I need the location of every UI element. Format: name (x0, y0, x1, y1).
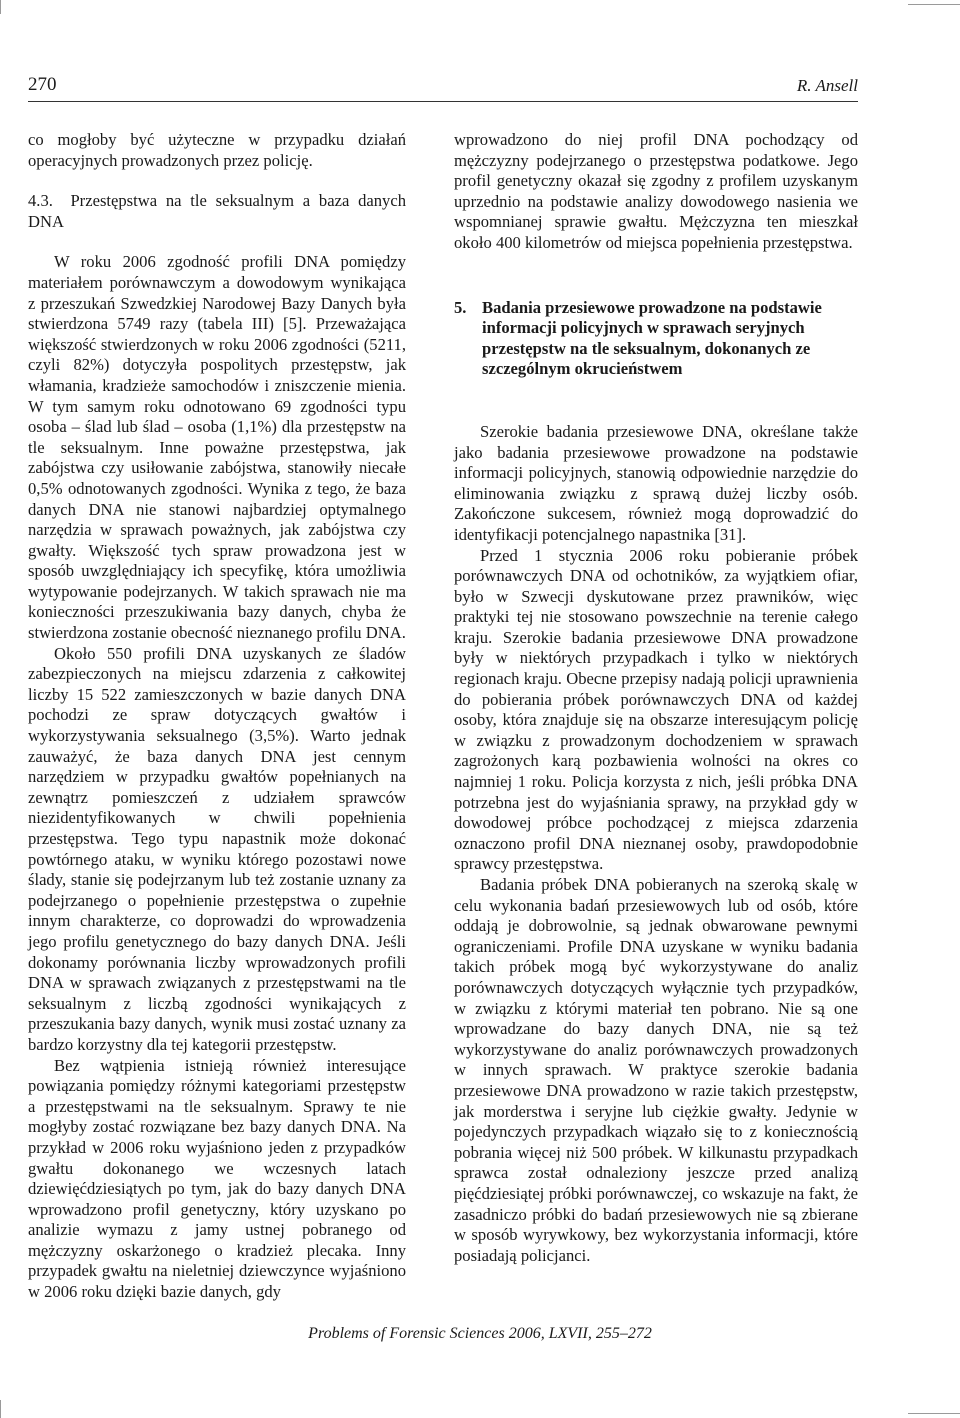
running-header-author: R. Ansell (796, 76, 858, 95)
paragraph: Szerokie badania przesiewowe DNA, określane także jako badania przesiewowe prowadzone na podstawie informacji policyjnych, stanowią odpowiednie narzędzie do eliminowania związku z sprawą dużej liczby osób. Zakończone sukcesem, również mogą doprowadzić do identyfikacji potencjalnego napastnika [31]. (454, 421, 858, 544)
continued-paragraph: wprowadzono do niej profil DNA pochodzący od mężczyzny podejrzanego o przestępstwa podatkowe. Jego profil genetyczny okazał się zgodny z profilem uzyskanym uprzednio na podstawie analizy dowodowego nasienia we wspomnianej sprawie gwałtu. Mężczyzna ten mieszkał około 400 kilometrów od miejsca popełnienia przestępstwa. (454, 130, 858, 252)
section-number: 4.3. (28, 191, 53, 211)
paragraph: Bez wątpienia istnieją również interesujące powiązania pomiędzy różnymi kategoriami przestępstw a przestępstwami na tle seksualnym. Sprawy te nie mogłyby zostać rozwiązane bez bazy danych DNA. Na przykład w 2006 roku wyjaśniono jeden z przypadków gwałtu dokonanego we wczesnych latach dziewięćdziesiątych po tym, jak do bazy danych DNA wprowadzono profil genetyczny, który uzyskano po analizie wymazu z jamy ustnej pobranego od mężczyzny oskarżonego o kradzież plecaka. Inny przypadek gwałtu na nieletniej dziewczynce wyjaśniono w 2006 roku dzięki bazie danych, gdy (28, 1055, 406, 1302)
intro-paragraph: co mogłoby być użyteczne w przypadku działań operacyjnych prowadzonych przez policję. (28, 130, 406, 170)
left-column (28, 130, 406, 1303)
crop-mark-top-right (908, 4, 960, 5)
section-title: Badania przesiewowe prowadzone na podstawie informacji policyjnych w sprawach seryjnych przestępstw na tle seksualnym, dokonanych ze szczególnym okrucieństwem (482, 297, 822, 379)
page-number: 270 (28, 74, 57, 95)
section-number: 5. (454, 297, 467, 317)
crop-mark-bottom-left (0, 1400, 1, 1418)
right-column (454, 130, 858, 1266)
paragraph: W roku 2006 zgodność profili DNA pomiędzy materiałem porównawczym a dowodowym wynikająca z przeszukań Szwedzkiej Narodowej Bazy Danych była stwierdzona 5749 razy (tabela III) [5]. Przeważająca większość stwierdzonych w roku 2006 zgodności (5211, czyli 82%) dotyczyła pospolitych przestępstw, jak włamania, kradzieże samochodów i zniszczenie mienia. W tym samym roku odnotowano 69 zgodności typu osoba – ślad lub ślad – osoba (1,1%) dla przestępstw na tle seksualnym. Inne poważne przestępstwa, jak zabójstwa czy usiłowanie zabójstwa, stanowiły niecałe 0,5% odnotowanych zgodności. Wynika z tego, że baza danych DNA nie stanowi najbardziej optymalnego narzędzia w sprawach poważnych, jak zabójstwa czy gwałty. Większość tych spraw prowadzona jest w sposób uwzględniający ich specyfikę, która umożliwia wytypowanie podejrzanych. W takich sprawach nie ma konieczności przeszukiwania bazy danych, chyba że stwierdzona zostanie obecność nieznanego profilu DNA. (28, 252, 406, 643)
section-4-3-heading (28, 191, 406, 232)
crop-mark-bottom-right (908, 1413, 960, 1414)
paragraph: Badania próbek DNA pobieranych na szeroką skalę w celu wykonania badań przesiewowych lub od osób, które oddają je dobrowolnie, są jednak obwarowane pewnymi ograniczeniami. Profile DNA uzyskane w wyniku badania takich próbek mogą być wykorzystywane do analiz porównawczych dotyczących wyłącznie tych przypadków, w związku z którymi materiał ten pobrano. Nie są one wprowadzane do bazy danych DNA, nie są też wykorzystywane do analiz porównawczych prowadzonych w innych sprawach. W praktyce szerokie badania przesiewowe DNA prowadzono w razie takich przestępstw, jak morderstwa i seryjne lub ciężkie gwałty. Jedynie w pojedynczych przypadkach wiązało się to z koniecznością pobrania więcej niż 500 próbek. W kilkunastu przypadkach sprawca został odnaleziony jeszcze przed analizą pięćdziesiątej próbki porównawczej, co wskazuje na fakt, że zasadniczo próbki do badań przesiewowych nie są zbierane w sposób wyrywkowy, bez wykorzystania informacji, które posiadają policjanci. (454, 875, 858, 1265)
crop-mark-top-left (0, 0, 1, 14)
section-title: Przestępstwa na tle seksualnym a baza danych DNA (28, 191, 407, 231)
paragraph: Około 550 profili DNA uzyskanych ze śladów zabezpieczonych na miejscu zdarzenia z całkowitej liczby 15 522 zamieszczonych w bazie danych DNA pochodzi ze spraw dotyczących gwałtów i wykorzystywania seksualnego (3,5%). Warto jednak zauważyć, że baza danych DNA jest cennym narzędziem w przypadku gwałtów popełnianych na zewnątrz pomieszczeń z udziałem sprawców niezidentyfikowanych w chwili popełnienia przestępstwa. Tego typu napastnik może dokonać powtórnego ataku, w wyniku którego pozostawi nowe ślady, stanie się podejrzanym lub też zostanie uznany za podejrzanego o popełnienie przestępstwa o zupełnie innym charakterze, co doprowadzi do wprowadzenia jego profilu genetycznego do bazy danych DNA. Jeśli dokonamy porównania liczby wprowadzonych profili DNA w sprawach związanych z przestępstwami na tle seksualnym z liczbą zgodności wynikających z przeszukania bazy danych, wynik musi zostać uznany za bardzo korzystny dla tej kategorii przestępstw. (28, 643, 406, 1054)
header-rule (28, 101, 858, 102)
journal-footer: Problems of Forensic Sciences 2006, LXVII, 255–272 (308, 1325, 652, 1342)
paragraph: Przed 1 stycznia 2006 roku pobieranie próbek porównawczych DNA od ochotników, za wyjątkiem ofiar, było w Szwecji dyskutowane przez prawników, więc praktyki tej nie stosowano powszechnie na terenie całego kraju. Szerokie badania przesiewowe DNA prowadzone były w niektórych przypadkach i tylko w niektórych regionach kraju. Obecne przepisy nadają policji uprawnienia do pobierania próbek porównawczych DNA od każdej osoby, która znajduje się na obszarze interesującym policję w związku z prowadzonym dochodzeniem w sprawach zagrożonych karą pozbawienia wolności na okres co najmniej 1 roku. Policja korzysta z nich, jeśli próbka DNA potrzebna jest do wyjaśniania sprawy, na przykład gdy w dowodowej próbce pochodzącej z miejsca zdarzenia oznaczono profil DNA nieznanej osoby, prawdopodobnie sprawcy przestępstwa. (454, 545, 858, 874)
section-5-heading (454, 298, 858, 380)
